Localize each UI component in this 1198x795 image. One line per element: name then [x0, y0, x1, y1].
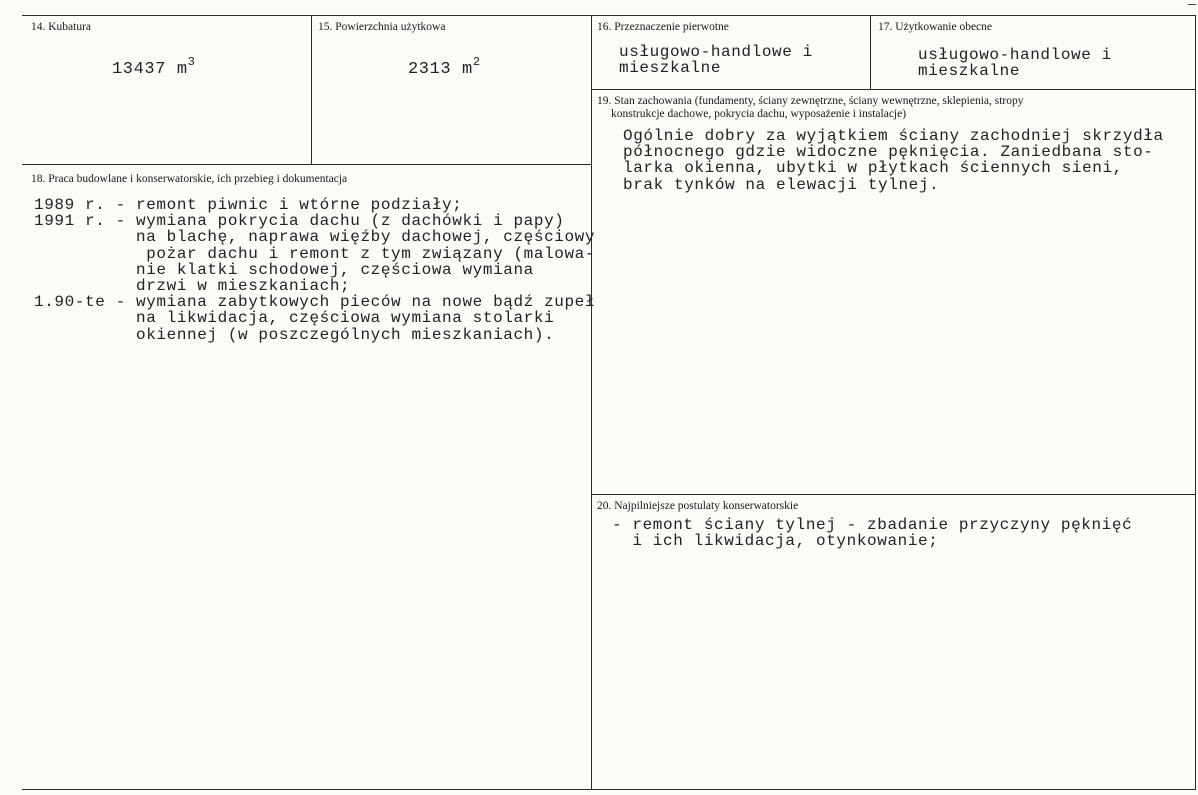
field-16-label: 16. Przeznaczenie pierwotne: [597, 21, 729, 33]
right-edge: [1195, 15, 1196, 789]
kubatura-number: 13437: [112, 60, 167, 79]
text-line: mieszkalne: [918, 62, 1021, 81]
field-16-value: [619, 44, 813, 76]
text-line: na likwidacja, częściowa wymiana stolarki: [34, 309, 555, 328]
field-19-label: [597, 95, 1024, 121]
divider-14-15: [311, 15, 312, 164]
text-line: mieszkalne: [619, 59, 722, 78]
text-line: larka okienna, ubytki w płytkach ściennych sieni,: [623, 159, 1123, 178]
kubatura-exponent: 3: [187, 55, 196, 69]
text-line: okiennej (w poszczególnych mieszkaniach).: [34, 325, 555, 344]
label-line: konstrukcje dachowe, pokrycia dachu, wyposażenie i instalacje): [611, 108, 907, 120]
rule-16-17-bottom: [591, 89, 1196, 90]
field-14-value: [112, 54, 195, 78]
rule-19-20-divider: [591, 494, 1196, 495]
text-line: północnego gdzie widoczne pęknięcia. Zaniedbana sto-: [623, 143, 1154, 162]
field-17-value: [918, 47, 1112, 79]
text-line: - remont ściany tylnej - zbadanie przyczyny pęknięć: [612, 516, 1133, 534]
divider-center: [591, 15, 592, 789]
rule-14-15-bottom: [22, 164, 591, 165]
text-line: i ich likwidacja, otynkowanie;: [612, 532, 939, 551]
text-line: pożar dachu i remont z tym związany (malowa-: [34, 244, 596, 263]
text-line: 1991 r. - wymiana pokrycia dachu (z dachówki i papy): [34, 212, 565, 231]
field-15-label: 15. Powierzchnia użytkowa: [318, 21, 446, 33]
field-20-label: 20. Najpilniejsze postulaty konserwatorskie: [597, 500, 799, 512]
field-19-text: [623, 128, 1164, 193]
text-line: 1989 r. - remont piwnic i wtórne podziały;: [34, 196, 463, 214]
text-line: usługowo-handlowe i: [619, 43, 813, 61]
margin-mark: [1188, 0, 1196, 5]
divider-16-17: [870, 15, 871, 89]
text-line: usługowo-handlowe i: [918, 46, 1112, 64]
text-line: na blachę, naprawa więźby dachowej, częściowy: [34, 228, 596, 247]
text-line: 1.90-te - wymiana zabytkowych pieców na nowe bądź zupeł: [34, 293, 596, 312]
field-17-label: 17. Użytkowanie obecne: [878, 21, 993, 33]
text-line: brak tynków na elewacji tylnej.: [623, 175, 940, 194]
text-line: drzwi w mieszkaniach;: [34, 277, 351, 296]
bottom-rule: [22, 789, 1196, 790]
field-15-value: [408, 54, 481, 78]
field-14-label: 14. Kubatura: [31, 21, 92, 33]
text-line: nie klatki schodowej, częściowa wymiana: [34, 260, 534, 279]
area-unit: m: [462, 60, 473, 79]
top-rule: [22, 15, 1196, 16]
field-20-text: [612, 517, 1132, 549]
kubatura-unit: m: [176, 60, 188, 79]
field-18-text: [34, 197, 595, 343]
label-line: 19. Stan zachowania (fundamenty, ściany zewnętrzne, ściany wewnętrzne, sklepienia, stropy: [597, 95, 1024, 107]
area-exponent: 2: [472, 55, 481, 69]
text-line: Ogólnie dobry za wyjątkiem ściany zachodniej skrzydła: [623, 127, 1164, 145]
area-number: 2313: [408, 60, 452, 79]
field-18-label: 18. Praca budowlane i konserwatorskie, ich przebieg i dokumentacja: [31, 173, 348, 185]
